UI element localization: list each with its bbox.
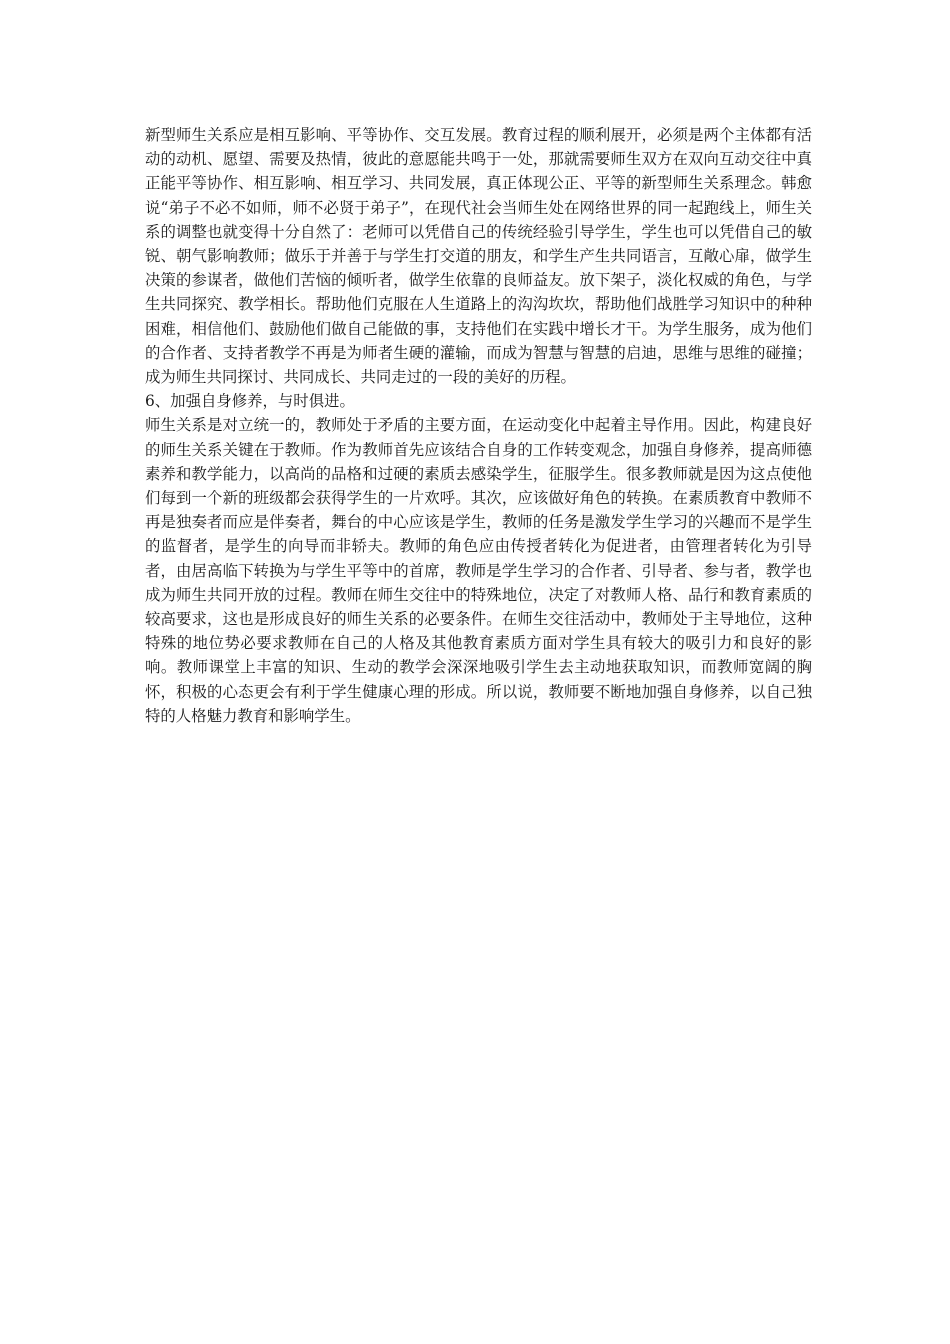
document-body xyxy=(145,123,812,728)
section-heading-self-cultivation: 6、加强自身修养，与时俱进。 xyxy=(145,392,355,411)
paragraph-teacher-role: 师生关系是对立统一的，教师处于矛盾的主要方面，在运动变化中起着主导作用。因此，构建良好的师生关系关键在于教师。作为教师首先应该结合自身的工作转变观念，加强自身修养，提高师德素养和教学能力，以高尚的品格和过硬的素质去感染学生，征服学生。很多教师就是因为这点使他们每到一个新的班级都会获得学生的一片欢呼。其次，应该做好角色的转换。在素质教育中教师不再是独奏者而应是伴奏者，舞台的中心应该是学生，教师的任务是激发学生学习的兴趣而不是学生的监督者，是学生的向导而非轿夫。教师的角色应由传授者转化为促进者，由管理者转化为引导者，由居高临下转换为与学生平等中的首席，教师是学生学习的合作者、引导者、参与者，教学也成为师生共同开放的过程。教师在师生交往中的特殊地位，决定了对教师人格、品行和教育素质的较高要求，这也是形成良好的师生关系的必要条件。在师生交往活动中，教师处于主导地位，这种特殊的地位势必要求教师在自己的人格及其他教育素质方面对学生具有较大的吸引力和良好的影响。教师课堂上丰富的知识、生动的教学会深深地吸引学生去主动地获取知识，而教师宽阔的胸怀，积极的心态更会有利于学生健康心理的形成。所以说，教师要不断地加强自身修养，以自己独特的人格魅力教育和影响学生。 xyxy=(145,416,812,725)
paragraph-teacher-student-relationship: 新型师生关系应是相互影响、平等协作、交互发展。教育过程的顺利展开，必须是两个主体都有活动的动机、愿望、需要及热情，彼此的意愿能共鸣于一处，那就需要师生双方在双向互动交往中真正能平等协作、相互影响、相互学习、共同发展，真正体现公正、平等的新型师生关系理念。韩愈说“弟子不必不如师，师不必贤于弟子”，在现代社会当师生处在网络世界的同一起跑线上，师生关系的调整也就变得十分自然了：老师可以凭借自己的传统经验引导学生，学生也可以凭借自己的敏锐、朝气影响教师；做乐于并善于与学生打交道的朋友，和学生产生共同语言，互敞心扉，做学生决策的参谋者，做他们苦恼的倾听者，做学生依靠的良师益友。放下架子，淡化权威的角色，与学生共同探究、教学相长。帮助他们克服在人生道路上的沟沟坎坎，帮助他们战胜学习知识中的种种困难，相信他们、鼓励他们做自己能做的事，支持他们在实践中增长才干。为学生服务，成为他们的合作者、支持者教学不再是为师者生硬的灌输，而成为智慧与智慧的启迪，思维与思维的碰撞；成为师生共同探讨、共同成长、共同走过的一段的美好的历程。 xyxy=(145,126,812,387)
